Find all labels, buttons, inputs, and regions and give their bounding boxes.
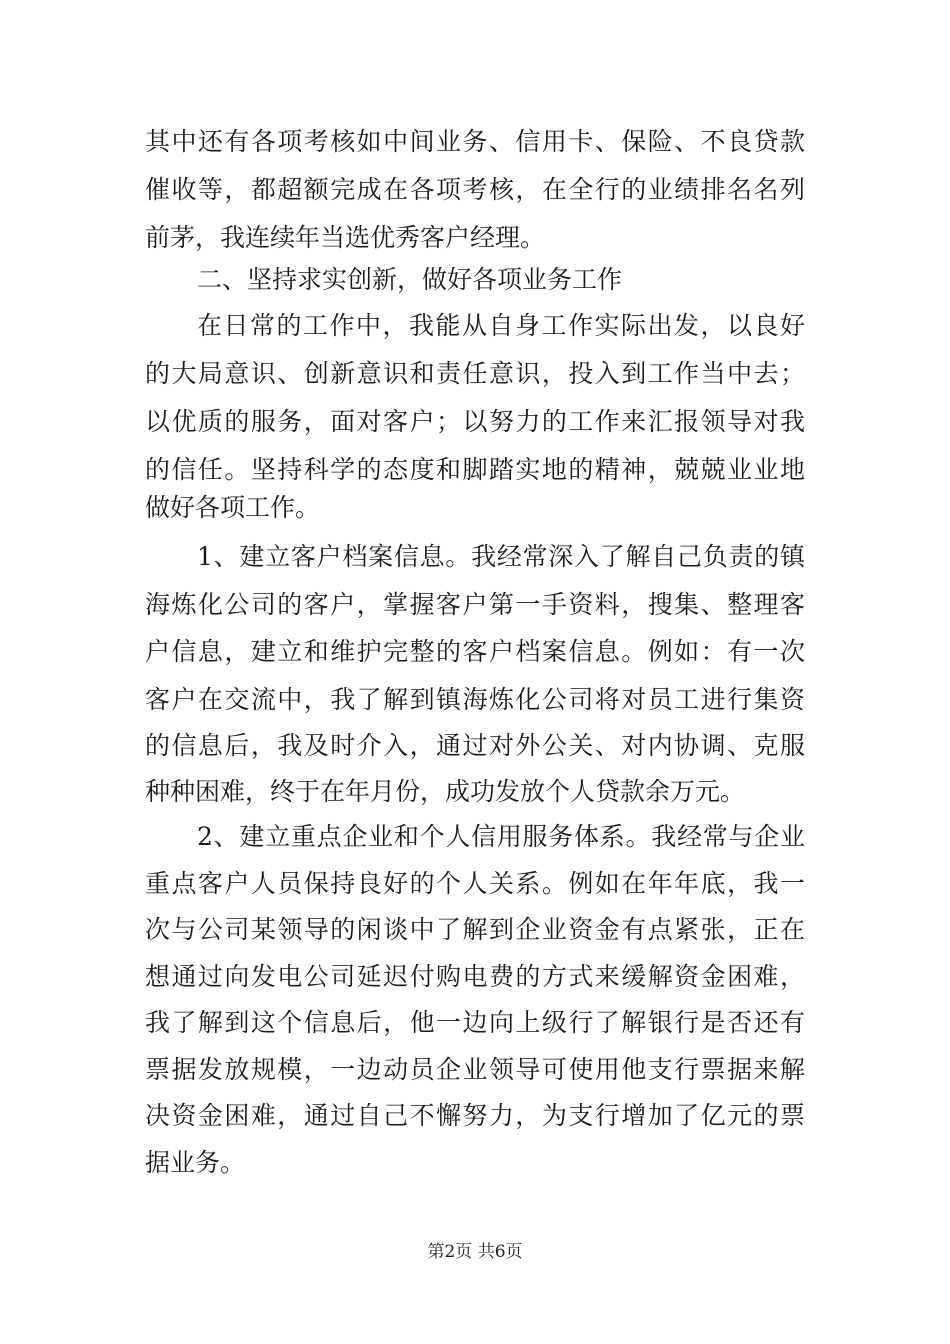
paragraph-line: 客户在交流中，我了解到镇海炼化公司将对员工进行集资 bbox=[145, 685, 805, 714]
paragraph-line: 以优质的服务，面对客户；以努力的工作来汇报领导对我 bbox=[145, 407, 805, 436]
paragraph-line: 做好各项工作。 bbox=[145, 493, 321, 522]
paragraph-line: 我了解到这个信息后，他一边向上级行了解银行是否还有 bbox=[145, 1008, 805, 1037]
paragraph-line: 户信息，建立和维护完整的客户档案信息。例如：有一次 bbox=[145, 637, 805, 666]
paragraph-line: 催收等，都超额完成在各项考核，在全行的业绩排名名列 bbox=[145, 175, 805, 204]
paragraph-line: 其中还有各项考核如中间业务、信用卡、保险、不良贷款 bbox=[145, 127, 805, 156]
paragraph-line: 的信任。坚持科学的态度和脚踏实地的精神，兢兢业业地 bbox=[145, 455, 805, 484]
paragraph-line: 在日常的工作中，我能从自身工作实际出发，以良好 bbox=[197, 311, 805, 340]
paragraph-line: 种种困难，终于在年月份，成功发放个人贷款余万元。 bbox=[145, 777, 746, 806]
section-heading: 二、坚持求实创新，做好各项业务工作 bbox=[197, 265, 623, 294]
paragraph-line: 重点客户人员保持良好的个人关系。例如在年年底，我一 bbox=[145, 869, 805, 898]
paragraph-line: 票据发放规模，一边动员企业领导可使用他支行票据来解 bbox=[145, 1055, 805, 1084]
paragraph-line: 次与公司某领导的闲谈中了解到企业资金有点紧张，正在 bbox=[145, 915, 805, 944]
paragraph-line: 决资金困难，通过自己不懈努力，为支行增加了亿元的票 bbox=[145, 1101, 805, 1130]
paragraph-line: 想通过向发电公司延迟付购电费的方式来缓解资金困难， bbox=[145, 962, 805, 991]
paragraph-line: 的信息后，我及时介入，通过对外公关、对内协调、克服 bbox=[145, 731, 805, 760]
paragraph-line: 前茅，我连续年当选优秀客户经理。 bbox=[145, 223, 546, 252]
paragraph-line: 的大局意识、创新意识和责任意识，投入到工作当中去； bbox=[145, 359, 805, 388]
paragraph-line: 2、建立重点企业和个人信用服务体系。我经常与企业 bbox=[197, 822, 805, 851]
page-number-footer: 第2页 共6页 bbox=[427, 1242, 523, 1262]
paragraph-line: 据业务。 bbox=[145, 1148, 246, 1177]
paragraph-line: 海炼化公司的客户，掌握客户第一手资料，搜集、整理客 bbox=[145, 590, 805, 619]
paragraph-line: 1、建立客户档案信息。我经常深入了解自己负责的镇 bbox=[197, 542, 805, 571]
